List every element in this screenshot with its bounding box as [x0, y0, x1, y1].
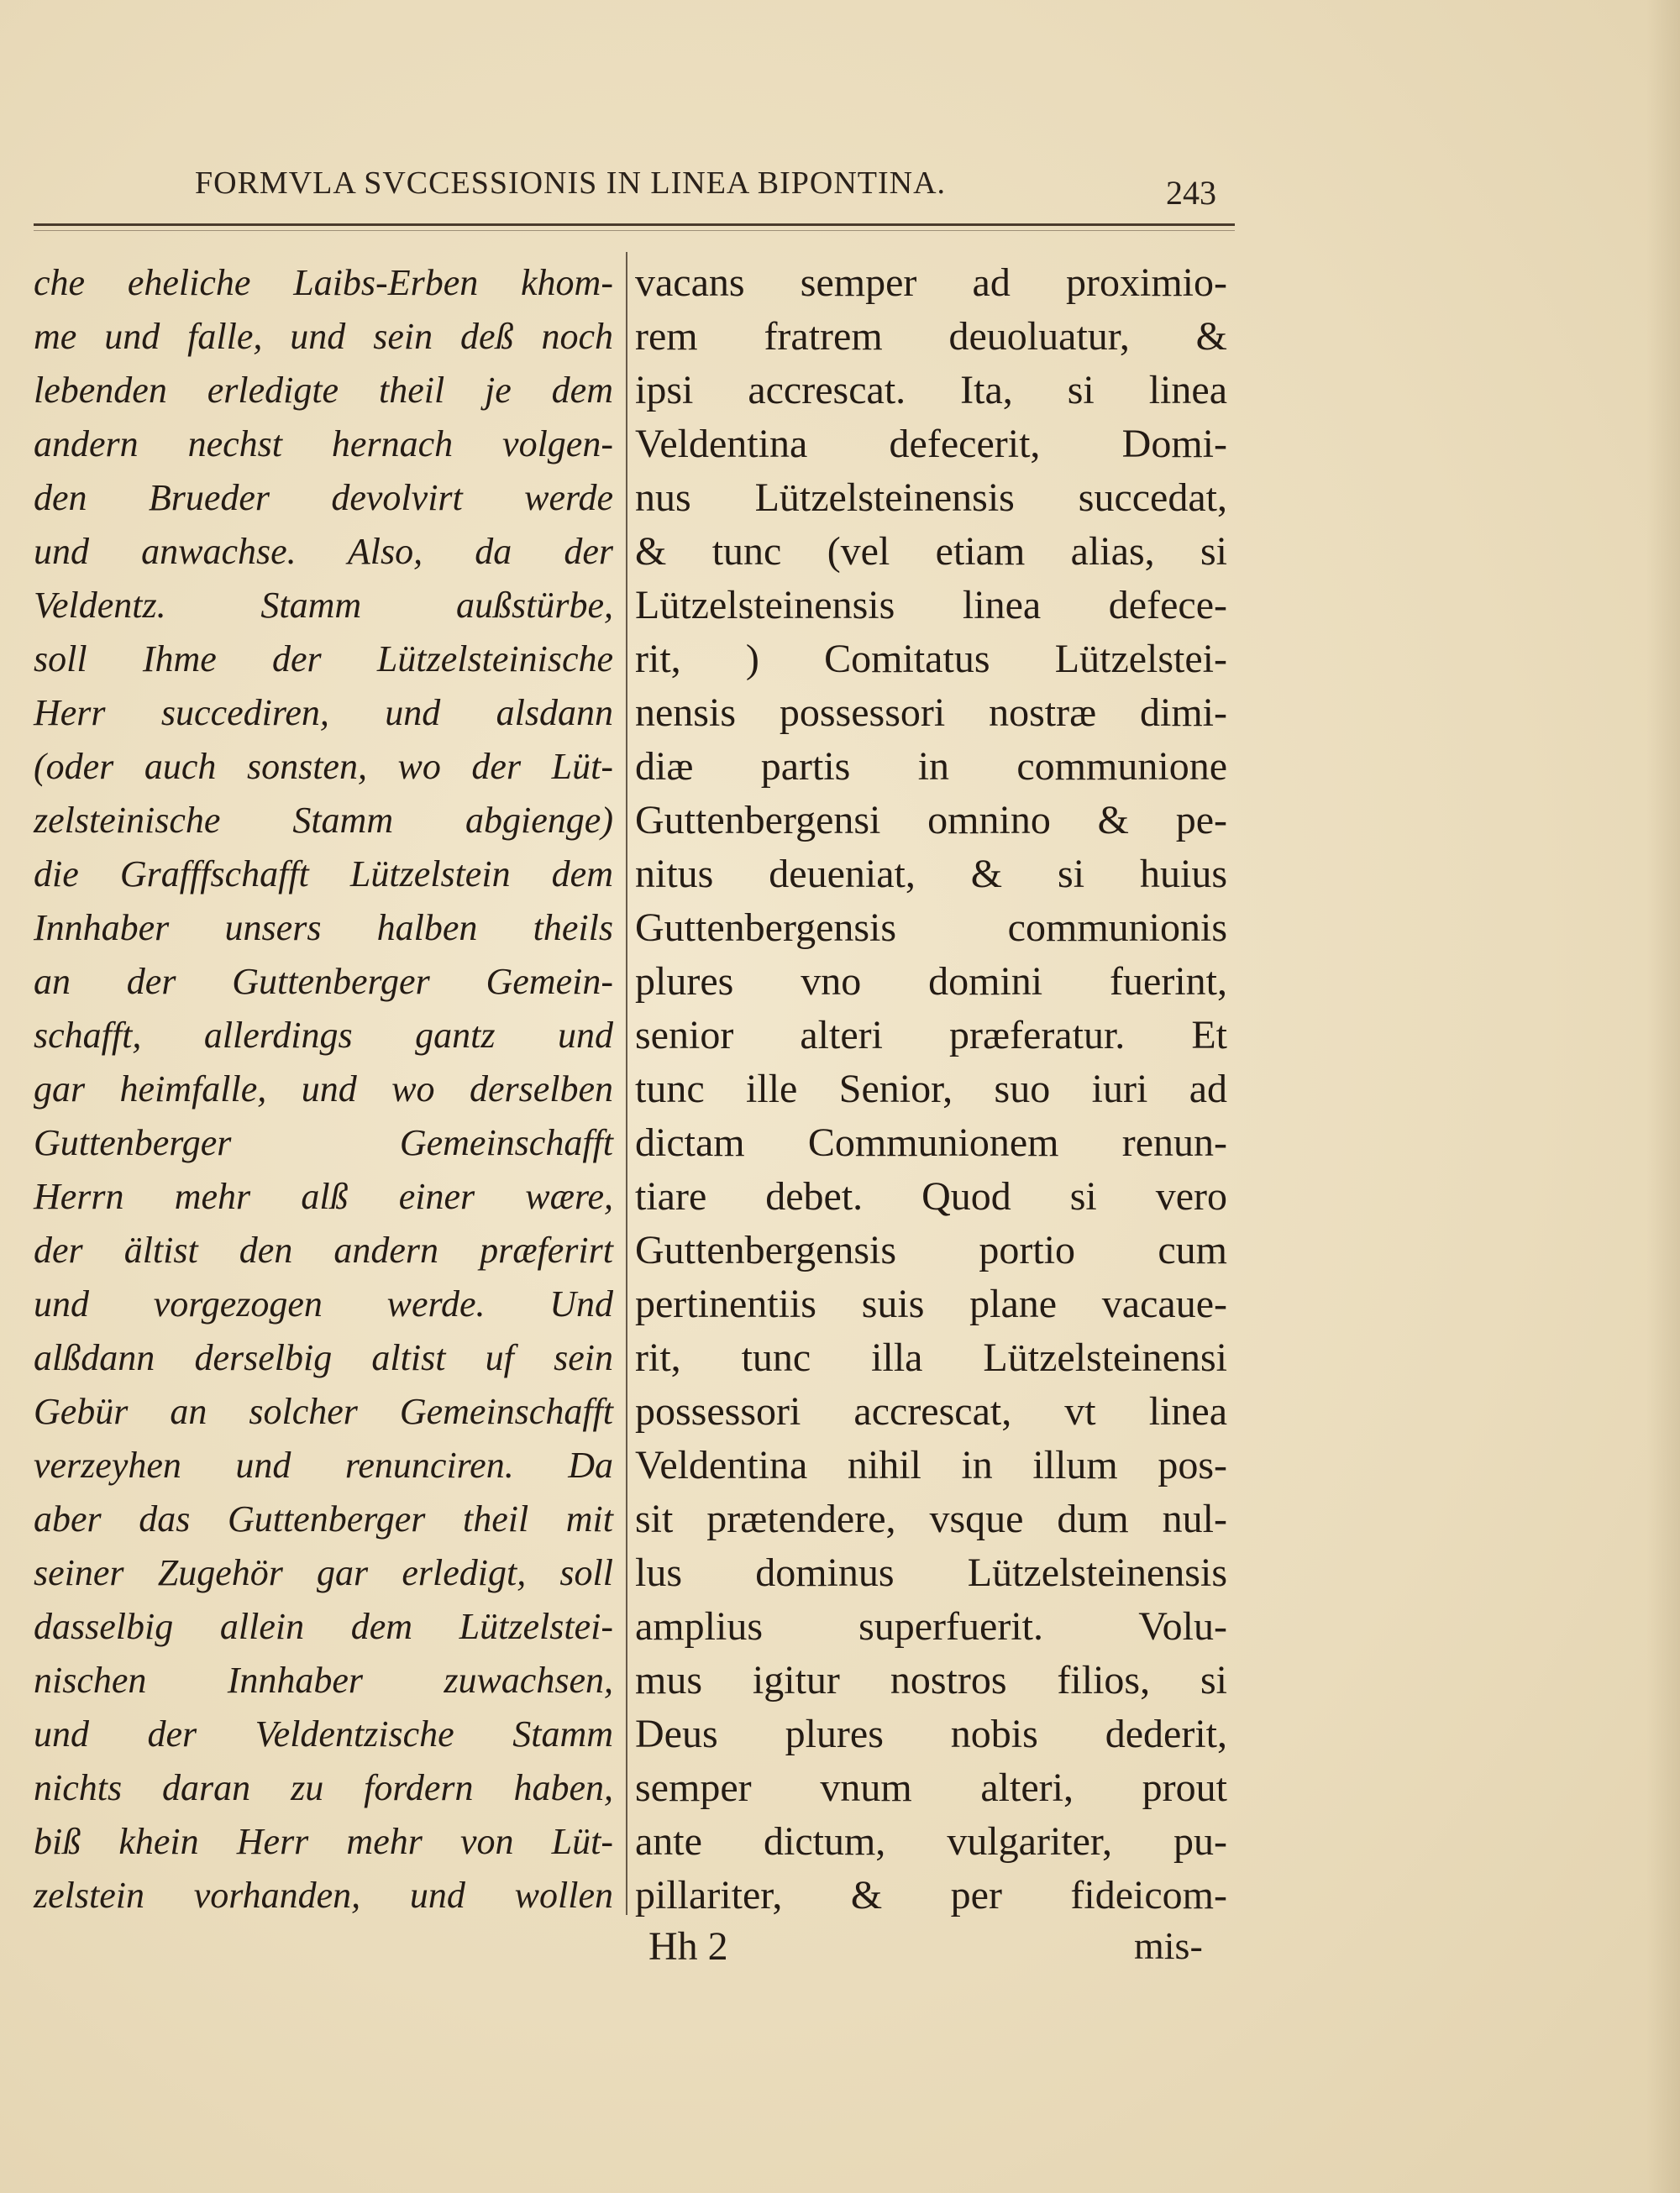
german-text-line: me und falle, und sein deß noch: [34, 316, 613, 357]
latin-text-line: mus igitur nostros filios, si: [635, 1658, 1227, 1702]
german-text-line: und der Veldentzische Stamm: [34, 1713, 613, 1755]
header-rule: [34, 223, 1235, 226]
latin-text-line: vacans semper ad proximio-: [635, 260, 1227, 305]
latin-text-line: lus dominus Lützelsteinensis: [635, 1550, 1227, 1595]
latin-text-line: Guttenbergensis portio cum: [635, 1228, 1227, 1272]
german-text-line: an der Guttenberger Gemein-: [34, 961, 613, 1002]
german-text-line: nischen Innhaber zuwachsen,: [34, 1660, 613, 1701]
german-text-line: und vorgezogen werde. Und: [34, 1283, 613, 1325]
latin-text-line: possessori accrescat, vt linea: [635, 1389, 1227, 1434]
page-edge-shadow: [1646, 0, 1680, 2193]
latin-text-line: plures vno domini fuerint,: [635, 959, 1227, 1004]
german-text-line: andern nechst hernach volgen-: [34, 423, 613, 464]
latin-text-line: Lützelsteinensis linea defece-: [635, 583, 1227, 627]
german-text-line: schafft, allerdings gantz und: [34, 1015, 613, 1056]
latin-text-line: tiare debet. Quod si vero: [635, 1174, 1227, 1219]
german-text-line: Gebür an solcher Gemeinschafft: [34, 1391, 613, 1432]
latin-text-line: rit, tunc illa Lützelsteinensi: [635, 1335, 1227, 1380]
german-text-line: der ältist den andern præferirt: [34, 1230, 613, 1271]
latin-text-line: Deus plures nobis dederit,: [635, 1712, 1227, 1756]
german-text-line: aber das Guttenberger theil mit: [34, 1498, 613, 1540]
german-text-line: nichts daran zu fordern haben,: [34, 1767, 613, 1808]
latin-text-line: & tunc (vel etiam alias, si: [635, 529, 1227, 574]
german-text-line: die Grafffschafft Lützelstein dem: [34, 853, 613, 895]
latin-text-line: semper vnum alteri, prout: [635, 1765, 1227, 1810]
latin-text-line: Guttenbergensi omnino & pe-: [635, 798, 1227, 842]
german-text-line: Herrn mehr alß einer wære,: [34, 1176, 613, 1217]
latin-text-line: nitus deueniat, & si huius: [635, 852, 1227, 896]
german-text-line: (oder auch sonsten, wo der Lüt-: [34, 746, 613, 787]
latin-text-line: ipsi accrescat. Ita, si linea: [635, 368, 1227, 412]
german-text-line: seiner Zugehör gar erledigt, soll: [34, 1552, 613, 1593]
german-text-line: Innhaber unsers halben theils: [34, 907, 613, 948]
header-rule-thin: [34, 230, 1235, 231]
latin-text-line: Veldentina defecerit, Domi-: [635, 422, 1227, 466]
latin-text-line: nus Lützelsteinensis succedat,: [635, 475, 1227, 520]
latin-text-line: Guttenbergensis communionis: [635, 905, 1227, 950]
german-text-line: Guttenberger Gemeinschafft: [34, 1122, 613, 1163]
german-text-line: che eheliche Laibs-Erben khom-: [34, 262, 613, 303]
latin-text-line: diæ partis in communione: [635, 744, 1227, 789]
german-text-line: lebenden erledigte theil je dem: [34, 370, 613, 411]
german-text-column: [34, 256, 613, 1923]
german-text-line: und anwachse. Also, da der: [34, 531, 613, 572]
running-title: FORMVLA SVCCESSIONIS IN LINEA BIPONTINA.: [195, 165, 947, 201]
german-text-line: zelsteinische Stamm abgienge): [34, 800, 613, 841]
german-text-line: zelstein vorhanden, und wollen: [34, 1875, 613, 1916]
latin-text-line: pillariter, & per fideicom-: [635, 1873, 1227, 1918]
latin-text-line: rit, ) Comitatus Lützelstei-: [635, 637, 1227, 681]
latin-text-line: nensis possessori nostræ dimi-: [635, 690, 1227, 735]
german-text-line: Veldentz. Stamm außstürbe,: [34, 585, 613, 626]
german-text-line: gar heimfalle, und wo derselben: [34, 1068, 613, 1110]
latin-text-line: senior alteri præferatur. Et: [635, 1013, 1227, 1057]
german-text-line: soll Ihme der Lützelsteinische: [34, 638, 613, 679]
german-text-line: Herr succediren, und alsdann: [34, 692, 613, 733]
german-text-line: verzeyhen und renunciren. Da: [34, 1445, 613, 1486]
german-text-line: den Brueder devolvirt werde: [34, 477, 613, 518]
latin-text-line: amplius superfuerit. Volu-: [635, 1604, 1227, 1649]
latin-text-line: ante dictum, vulgariter, pu-: [635, 1819, 1227, 1864]
german-text-line: dasselbig allein dem Lützelstei-: [34, 1606, 613, 1647]
latin-text-column: [635, 256, 1227, 1923]
page-number: 243: [1166, 174, 1216, 212]
latin-text-line: pertinentiis suis plane vacaue-: [635, 1282, 1227, 1326]
signature-mark: Hh 2: [648, 1924, 728, 1969]
german-text-line: alßdann derselbig altist uf sein: [34, 1337, 613, 1378]
latin-text-line: dictam Communionem renun-: [635, 1120, 1227, 1165]
german-text-line: biß khein Herr mehr von Lüt-: [34, 1821, 613, 1862]
latin-text-line: rem fratrem deuoluatur, &: [635, 314, 1227, 359]
catchword: mis-: [1134, 1924, 1203, 1967]
latin-text-line: sit prætendere, vsque dum nul-: [635, 1497, 1227, 1541]
column-divider: [626, 252, 627, 1915]
latin-text-line: Veldentina nihil in illum pos-: [635, 1443, 1227, 1487]
latin-text-line: tunc ille Senior, suo iuri ad: [635, 1067, 1227, 1111]
